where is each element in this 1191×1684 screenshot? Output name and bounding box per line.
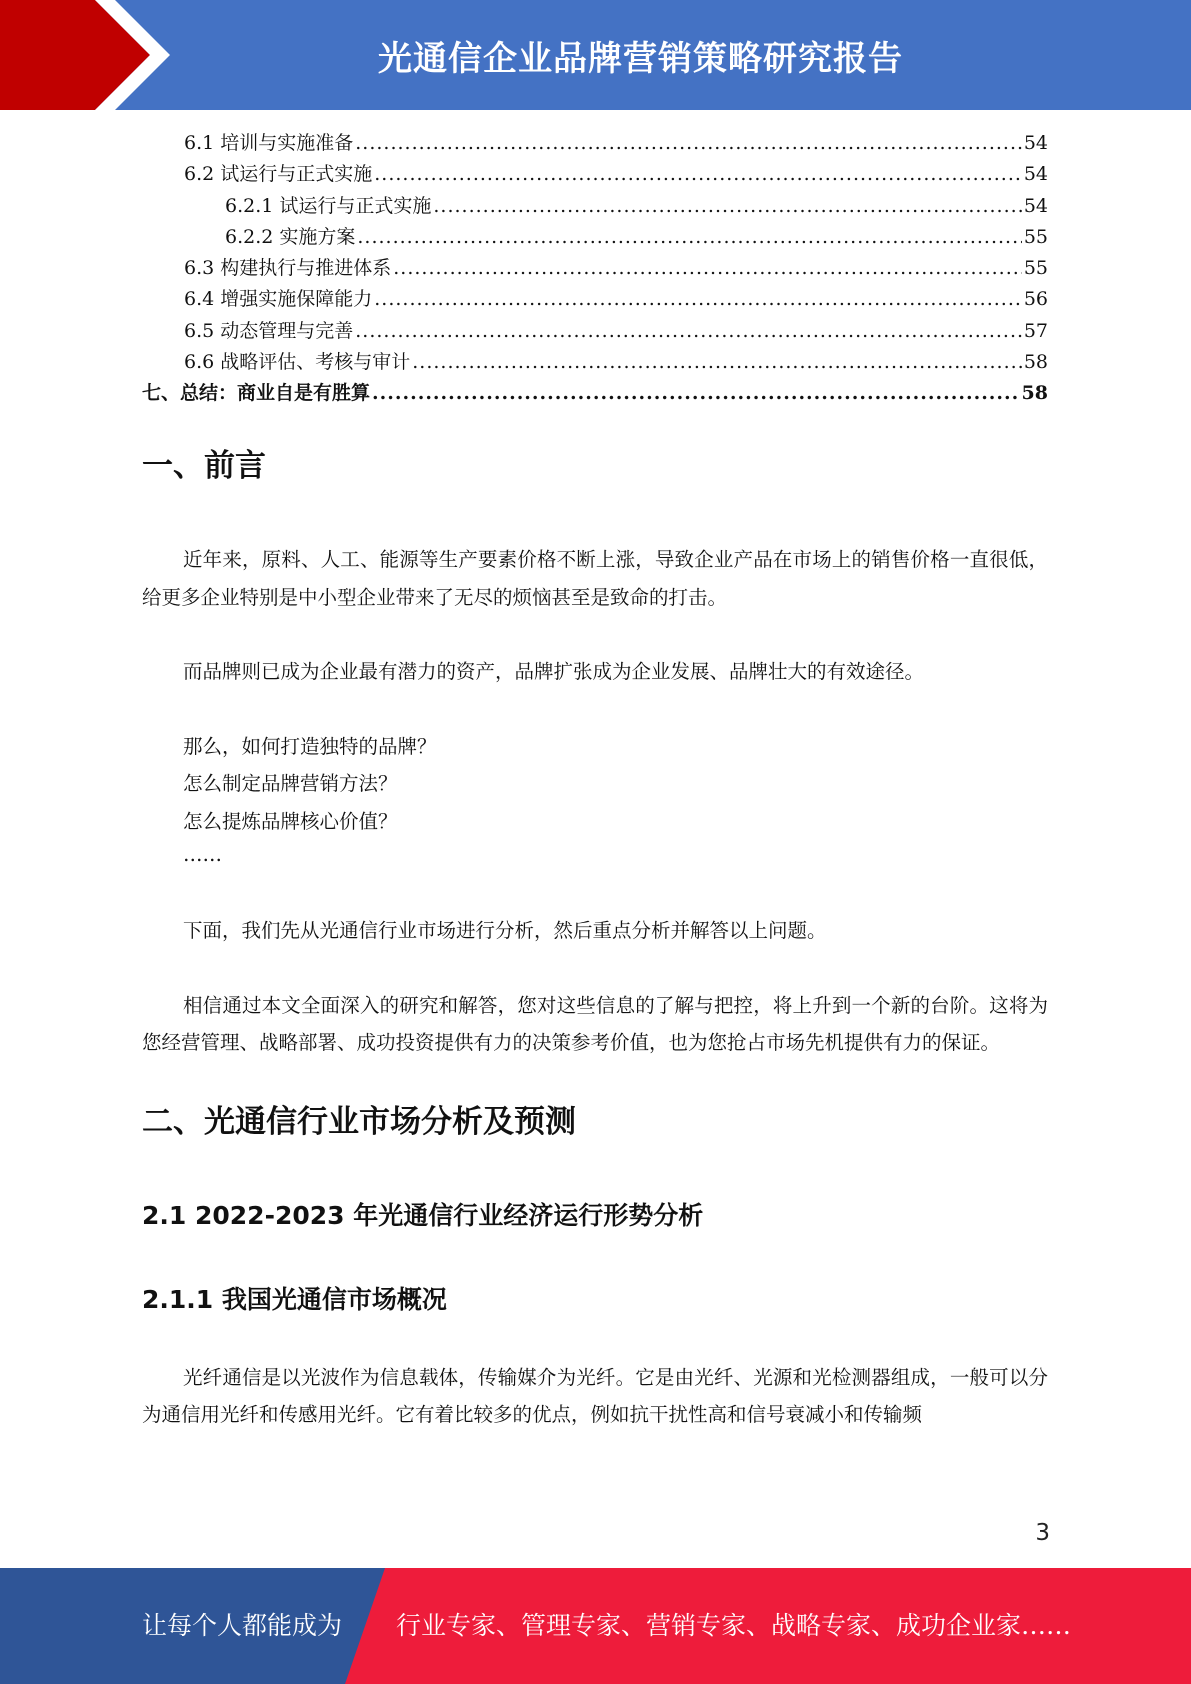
toc-leader-dots bbox=[372, 382, 1020, 404]
subsubsection-title: 2.1.1 我国光通信市场概况 bbox=[142, 1284, 447, 1314]
toc-entry[interactable] bbox=[142, 253, 1048, 284]
toc-entry-page: 57 bbox=[1023, 319, 1048, 342]
toc-leader-dots bbox=[393, 257, 1022, 279]
page-number: 3 bbox=[1035, 1520, 1050, 1546]
table-of-contents bbox=[142, 128, 1048, 410]
toc-entry-label: 6.1 培训与实施准备 bbox=[184, 132, 354, 154]
footer-slogan-left: 让每个人都能成为 bbox=[142, 1611, 343, 1640]
toc-entry-label: 6.3 构建执行与推进体系 bbox=[184, 257, 392, 280]
toc-entry-page: 56 bbox=[1023, 288, 1048, 311]
toc-leader-dots bbox=[355, 320, 1022, 342]
toc-entry[interactable] bbox=[142, 284, 1048, 315]
toc-entry[interactable] bbox=[142, 222, 1048, 253]
toc-entry-page: 58 bbox=[1021, 382, 1048, 405]
section-title-market: 二、光通信行业市场分析及预测 bbox=[142, 1103, 576, 1140]
question-item: 怎么制定品牌营销方法？ bbox=[183, 772, 398, 796]
toc-leader-dots bbox=[374, 288, 1022, 310]
toc-entry-label: 七、总结：商业自是有胜算 bbox=[142, 382, 371, 405]
preface-paragraph: 而品牌则已成为企业最有潜力的资产，品牌扩张成为企业发展、品牌壮大的有效途径。 bbox=[183, 660, 925, 684]
preface-paragraph: 相信通过本文全面深入的研究和解答，您对这些信息的了解与把控，将上升到一个新的台阶。这将为您经营管理、战略部署、成功投资提供有力的决策参考价值，也为您抢占市场先机提供有力的保证。 bbox=[142, 993, 1048, 1055]
toc-entry-label: 6.5 动态管理与完善 bbox=[184, 319, 354, 342]
toc-entry-page: 58 bbox=[1023, 351, 1048, 374]
page-footer bbox=[0, 1568, 1191, 1684]
toc-entry-page: 54 bbox=[1023, 194, 1048, 217]
preface-paragraph: 近年来，原料、人工、能源等生产要素价格不断上涨，导致企业产品在市场上的销售价格一直很低，给更多企业特别是中小型企业带来了无尽的烦恼甚至是致命的打击。 bbox=[142, 548, 1048, 609]
body-paragraph: 光纤通信是以光波作为信息载体，传输媒介为光纤。它是由光纤、光源和光检测器组成，一般可以分为通信用光纤和传感用光纤。它有着比较多的优点，例如抗干扰性高和信号衰减小和传输频 bbox=[142, 1365, 1048, 1427]
toc-entry-label: 6.2.2 实施方案 bbox=[225, 225, 356, 248]
question-item: 那么，如何打造独特的品牌？ bbox=[183, 734, 437, 758]
toc-entry-label: 6.2.1 试运行与正式实施 bbox=[225, 194, 432, 217]
footer-slogan-right: 行业专家、管理专家、营销专家、战略专家、成功企业家…… bbox=[396, 1611, 1072, 1640]
toc-entry-label: 6.2 试运行与正式实施 bbox=[184, 163, 373, 186]
toc-entry[interactable] bbox=[142, 378, 1048, 409]
header-title: 光通信企业品牌营销策略研究报告 bbox=[378, 38, 903, 79]
question-list bbox=[142, 728, 1048, 871]
toc-entry[interactable] bbox=[142, 128, 1048, 159]
toc-entry[interactable] bbox=[142, 316, 1048, 347]
toc-entry-label: 6.6 战略评估、考核与审计 bbox=[184, 351, 411, 374]
toc-leader-dots bbox=[355, 132, 1022, 154]
question-item: …… bbox=[183, 843, 222, 867]
toc-leader-dots bbox=[433, 195, 1021, 217]
subsection-title: 2.1 2022-2023 年光通信行业经济运行形势分析 bbox=[142, 1200, 704, 1230]
toc-entry-page: 55 bbox=[1023, 225, 1048, 248]
page-header bbox=[0, 0, 1191, 110]
toc-leader-dots bbox=[374, 163, 1022, 185]
toc-entry-page: 54 bbox=[1023, 163, 1048, 186]
preface-paragraph: 下面，我们先从光通信行业市场进行分析，然后重点分析并解答以上问题。 bbox=[183, 919, 827, 943]
toc-entry[interactable] bbox=[142, 347, 1048, 378]
toc-entry[interactable] bbox=[142, 191, 1048, 222]
question-item: 怎么提炼品牌核心价值？ bbox=[183, 809, 398, 833]
main-content bbox=[142, 448, 1048, 1434]
toc-entry-label: 6.4 增强实施保障能力 bbox=[184, 288, 373, 311]
section-title-preface: 一、前言 bbox=[142, 448, 266, 484]
toc-leader-dots bbox=[357, 226, 1021, 248]
toc-entry[interactable] bbox=[142, 159, 1048, 190]
toc-entry-page: 55 bbox=[1023, 257, 1048, 280]
toc-leader-dots bbox=[412, 351, 1022, 373]
toc-entry-page: 54 bbox=[1023, 132, 1048, 154]
